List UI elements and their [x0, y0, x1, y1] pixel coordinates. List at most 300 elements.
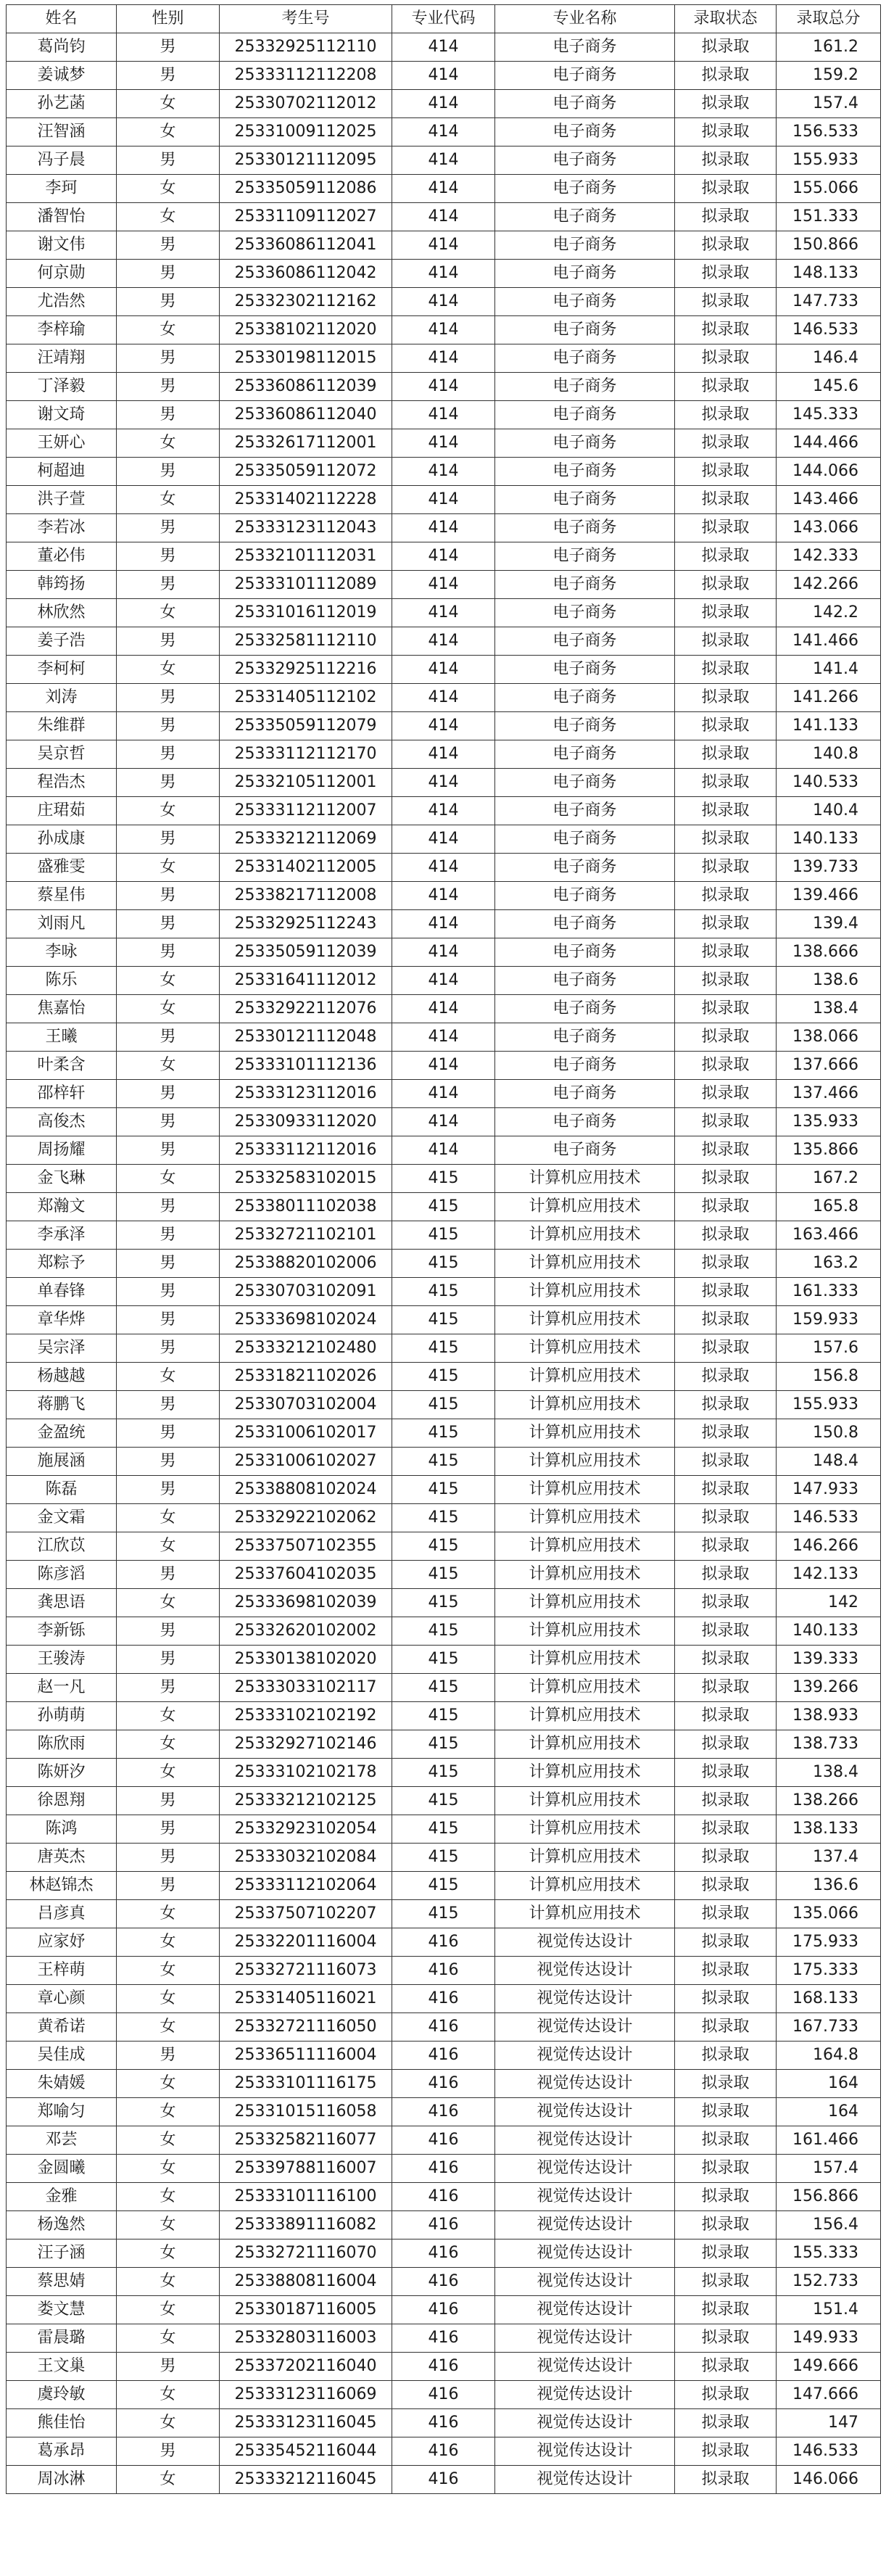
- table-row: [7, 1193, 881, 1221]
- cell-name: 王妍心: [7, 429, 117, 458]
- cell-name: 姜诚梦: [7, 62, 117, 90]
- cell-gender: 男: [117, 882, 220, 910]
- cell-major-code: 414: [392, 967, 495, 995]
- cell-name: 单春锋: [7, 1278, 117, 1306]
- cell-total-score: 140.133: [777, 825, 881, 854]
- table-row: [7, 1419, 881, 1448]
- table-row: [7, 627, 881, 656]
- cell-admission-status: 拟录取: [675, 1674, 777, 1702]
- cell-major-name: 视觉传达设计: [495, 1928, 675, 1957]
- cell-admission-status: 拟录取: [675, 316, 777, 344]
- cell-major-name: 计算机应用技术: [495, 1448, 675, 1476]
- cell-gender: 男: [117, 1080, 220, 1108]
- cell-candidate-number: 25331402112005: [220, 854, 392, 882]
- cell-gender: 女: [117, 854, 220, 882]
- table-row: [7, 1504, 881, 1532]
- cell-admission-status: 拟录取: [675, 1165, 777, 1193]
- cell-candidate-number: 25333123116069: [220, 2381, 392, 2409]
- cell-major-code: 416: [392, 2381, 495, 2409]
- cell-major-name: 计算机应用技术: [495, 1165, 675, 1193]
- cell-gender: 女: [117, 2409, 220, 2437]
- cell-name: 洪子萱: [7, 486, 117, 514]
- cell-major-code: 415: [392, 1900, 495, 1928]
- cell-major-code: 414: [392, 599, 495, 627]
- cell-total-score: 161.2: [777, 33, 881, 62]
- cell-total-score: 150.866: [777, 231, 881, 260]
- cell-candidate-number: 25332582116077: [220, 2126, 392, 2155]
- cell-major-code: 415: [392, 1250, 495, 1278]
- cell-major-name: 视觉传达设计: [495, 1985, 675, 2013]
- cell-major-name: 视觉传达设计: [495, 2296, 675, 2324]
- cell-admission-status: 拟录取: [675, 1872, 777, 1900]
- cell-total-score: 138.4: [777, 1759, 881, 1787]
- cell-major-code: 414: [392, 33, 495, 62]
- cell-major-name: 计算机应用技术: [495, 1674, 675, 1702]
- cell-admission-status: 拟录取: [675, 33, 777, 62]
- cell-major-name: 电子商务: [495, 684, 675, 712]
- cell-candidate-number: 25333102102192: [220, 1702, 392, 1730]
- cell-admission-status: 拟录取: [675, 458, 777, 486]
- cell-major-code: 416: [392, 2183, 495, 2211]
- cell-major-code: 414: [392, 373, 495, 401]
- cell-candidate-number: 25331641112012: [220, 967, 392, 995]
- cell-candidate-number: 25330187116005: [220, 2296, 392, 2324]
- cell-admission-status: 拟录取: [675, 1419, 777, 1448]
- cell-major-name: 视觉传达设计: [495, 2126, 675, 2155]
- cell-major-code: 416: [392, 2013, 495, 2042]
- table-row: [7, 1532, 881, 1561]
- cell-admission-status: 拟录取: [675, 2013, 777, 2042]
- cell-name: 李新铄: [7, 1617, 117, 1646]
- table-row: [7, 1957, 881, 1985]
- cell-admission-status: 拟录取: [675, 1844, 777, 1872]
- cell-admission-status: 拟录取: [675, 2324, 777, 2353]
- table-row: [7, 1080, 881, 1108]
- cell-name: 蒋鹏飞: [7, 1391, 117, 1419]
- cell-candidate-number: 25332922112076: [220, 995, 392, 1023]
- cell-gender: 男: [117, 769, 220, 797]
- table-row: [7, 910, 881, 938]
- cell-candidate-number: 25333698102039: [220, 1589, 392, 1617]
- cell-total-score: 164.8: [777, 2042, 881, 2070]
- cell-major-name: 电子商务: [495, 90, 675, 118]
- table-row: [7, 1278, 881, 1306]
- table-row: [7, 2268, 881, 2296]
- cell-major-code: 416: [392, 1928, 495, 1957]
- cell-gender: 女: [117, 2268, 220, 2296]
- cell-total-score: 167.2: [777, 1165, 881, 1193]
- table-row: [7, 429, 881, 458]
- cell-admission-status: 拟录取: [675, 1957, 777, 1985]
- cell-gender: 女: [117, 1504, 220, 1532]
- cell-total-score: 145.333: [777, 401, 881, 429]
- cell-major-code: 414: [392, 656, 495, 684]
- cell-major-name: 视觉传达设计: [495, 2466, 675, 2494]
- cell-name: 谢文琦: [7, 401, 117, 429]
- cell-total-score: 137.4: [777, 1844, 881, 1872]
- table-row: [7, 1221, 881, 1250]
- cell-major-name: 计算机应用技术: [495, 1221, 675, 1250]
- cell-candidate-number: 25335452116044: [220, 2437, 392, 2466]
- table-row: [7, 1900, 881, 1928]
- cell-candidate-number: 25336086112040: [220, 401, 392, 429]
- cell-total-score: 146.533: [777, 316, 881, 344]
- cell-admission-status: 拟录取: [675, 1759, 777, 1787]
- cell-gender: 女: [117, 995, 220, 1023]
- cell-gender: 男: [117, 571, 220, 599]
- cell-gender: 女: [117, 1730, 220, 1759]
- cell-major-name: 视觉传达设计: [495, 2098, 675, 2126]
- cell-gender: 女: [117, 599, 220, 627]
- table-row: [7, 2126, 881, 2155]
- cell-admission-status: 拟录取: [675, 712, 777, 740]
- cell-name: 郑粽予: [7, 1250, 117, 1278]
- cell-admission-status: 拟录取: [675, 90, 777, 118]
- cell-major-code: 414: [392, 627, 495, 656]
- cell-admission-status: 拟录取: [675, 1391, 777, 1419]
- cell-gender: 男: [117, 1561, 220, 1589]
- cell-total-score: 135.066: [777, 1900, 881, 1928]
- cell-major-name: 计算机应用技术: [495, 1900, 675, 1928]
- cell-major-name: 电子商务: [495, 1136, 675, 1165]
- cell-name: 娄文慧: [7, 2296, 117, 2324]
- cell-total-score: 159.933: [777, 1306, 881, 1334]
- cell-candidate-number: 25333212112069: [220, 825, 392, 854]
- cell-total-score: 168.133: [777, 1985, 881, 2013]
- cell-candidate-number: 25338808116004: [220, 2268, 392, 2296]
- table-row: [7, 542, 881, 571]
- table-row: [7, 146, 881, 175]
- cell-name: 郑瀚文: [7, 1193, 117, 1221]
- cell-name: 朱婧媛: [7, 2070, 117, 2098]
- cell-admission-status: 拟录取: [675, 2042, 777, 2070]
- cell-total-score: 139.4: [777, 910, 881, 938]
- table-row: [7, 2466, 881, 2494]
- cell-admission-status: 拟录取: [675, 118, 777, 146]
- cell-gender: 女: [117, 486, 220, 514]
- cell-candidate-number: 25331109112027: [220, 203, 392, 231]
- cell-major-name: 电子商务: [495, 542, 675, 571]
- table-row: [7, 175, 881, 203]
- cell-candidate-number: 25333112102064: [220, 1872, 392, 1900]
- cell-major-code: 414: [392, 203, 495, 231]
- table-row: [7, 1306, 881, 1334]
- cell-candidate-number: 25330121112048: [220, 1023, 392, 1052]
- cell-major-name: 计算机应用技术: [495, 1532, 675, 1561]
- cell-total-score: 135.866: [777, 1136, 881, 1165]
- cell-major-code: 415: [392, 1815, 495, 1844]
- cell-admission-status: 拟录取: [675, 2211, 777, 2239]
- cell-gender: 男: [117, 401, 220, 429]
- header-total-score: 录取总分: [777, 5, 881, 33]
- cell-admission-status: 拟录取: [675, 1052, 777, 1080]
- cell-major-name: 电子商务: [495, 599, 675, 627]
- cell-admission-status: 拟录取: [675, 910, 777, 938]
- cell-name: 金盈统: [7, 1419, 117, 1448]
- cell-name: 朱维群: [7, 712, 117, 740]
- cell-gender: 男: [117, 1221, 220, 1250]
- cell-gender: 男: [117, 1872, 220, 1900]
- header-row: [7, 5, 881, 33]
- cell-candidate-number: 25337202116040: [220, 2353, 392, 2381]
- cell-candidate-number: 25335059112079: [220, 712, 392, 740]
- cell-total-score: 147.933: [777, 1476, 881, 1504]
- cell-major-code: 414: [392, 571, 495, 599]
- cell-name: 蔡星伟: [7, 882, 117, 910]
- cell-major-code: 414: [392, 260, 495, 288]
- cell-name: 蔡思婧: [7, 2268, 117, 2296]
- cell-total-score: 163.2: [777, 1250, 881, 1278]
- cell-admission-status: 拟录取: [675, 373, 777, 401]
- cell-name: 吴佳成: [7, 2042, 117, 2070]
- cell-total-score: 137.666: [777, 1052, 881, 1080]
- cell-total-score: 142.133: [777, 1561, 881, 1589]
- table-row: [7, 2183, 881, 2211]
- header-major-name: 专业名称: [495, 5, 675, 33]
- cell-total-score: 155.933: [777, 1391, 881, 1419]
- cell-gender: 女: [117, 1702, 220, 1730]
- cell-total-score: 146.066: [777, 2466, 881, 2494]
- cell-name: 金圆曦: [7, 2155, 117, 2183]
- cell-major-name: 电子商务: [495, 146, 675, 175]
- cell-major-name: 视觉传达设计: [495, 2268, 675, 2296]
- cell-major-name: 视觉传达设计: [495, 2381, 675, 2409]
- cell-candidate-number: 25331009112025: [220, 118, 392, 146]
- cell-gender: 女: [117, 1759, 220, 1787]
- cell-major-code: 416: [392, 2070, 495, 2098]
- cell-major-name: 电子商务: [495, 344, 675, 373]
- cell-gender: 男: [117, 627, 220, 656]
- cell-candidate-number: 25336086112039: [220, 373, 392, 401]
- cell-major-name: 计算机应用技术: [495, 1334, 675, 1363]
- cell-admission-status: 拟录取: [675, 1900, 777, 1928]
- cell-major-name: 视觉传达设计: [495, 2211, 675, 2239]
- table-row: [7, 995, 881, 1023]
- cell-total-score: 142: [777, 1589, 881, 1617]
- cell-candidate-number: 25332302112162: [220, 288, 392, 316]
- cell-gender: 男: [117, 1193, 220, 1221]
- cell-total-score: 156.4: [777, 2211, 881, 2239]
- cell-admission-status: 拟录取: [675, 514, 777, 542]
- cell-name: 吴宗泽: [7, 1334, 117, 1363]
- cell-gender: 女: [117, 118, 220, 146]
- cell-name: 盛雅雯: [7, 854, 117, 882]
- cell-major-code: 414: [392, 316, 495, 344]
- cell-total-score: 141.133: [777, 712, 881, 740]
- header-admission-status: 录取状态: [675, 5, 777, 33]
- cell-total-score: 161.333: [777, 1278, 881, 1306]
- table-row: [7, 684, 881, 712]
- cell-name: 章华烨: [7, 1306, 117, 1334]
- cell-major-name: 电子商务: [495, 854, 675, 882]
- cell-major-code: 416: [392, 2098, 495, 2126]
- cell-major-code: 416: [392, 2211, 495, 2239]
- cell-total-score: 138.4: [777, 995, 881, 1023]
- cell-gender: 男: [117, 2042, 220, 2070]
- cell-admission-status: 拟录取: [675, 2126, 777, 2155]
- table-body: [7, 33, 881, 2494]
- cell-candidate-number: 25332925112243: [220, 910, 392, 938]
- cell-major-code: 415: [392, 1646, 495, 1674]
- cell-name: 刘雨凡: [7, 910, 117, 938]
- cell-major-code: 416: [392, 1985, 495, 2013]
- cell-admission-status: 拟录取: [675, 599, 777, 627]
- cell-admission-status: 拟录取: [675, 1023, 777, 1052]
- cell-admission-status: 拟录取: [675, 542, 777, 571]
- cell-major-name: 计算机应用技术: [495, 1504, 675, 1532]
- cell-name: 丁泽毅: [7, 373, 117, 401]
- cell-major-code: 416: [392, 2239, 495, 2268]
- cell-candidate-number: 25337604102035: [220, 1561, 392, 1589]
- cell-total-score: 138.133: [777, 1815, 881, 1844]
- cell-gender: 男: [117, 514, 220, 542]
- cell-name: 高俊杰: [7, 1108, 117, 1136]
- cell-major-name: 视觉传达设计: [495, 2409, 675, 2437]
- cell-name: 葛尚钧: [7, 33, 117, 62]
- cell-major-code: 415: [392, 1419, 495, 1448]
- cell-candidate-number: 25335059112072: [220, 458, 392, 486]
- table-row: [7, 854, 881, 882]
- cell-candidate-number: 25332581112110: [220, 627, 392, 656]
- cell-admission-status: 拟录取: [675, 967, 777, 995]
- cell-candidate-number: 25338808102024: [220, 1476, 392, 1504]
- cell-gender: 男: [117, 2437, 220, 2466]
- cell-candidate-number: 25338820102006: [220, 1250, 392, 1278]
- cell-total-score: 139.266: [777, 1674, 881, 1702]
- cell-gender: 女: [117, 203, 220, 231]
- cell-major-code: 414: [392, 231, 495, 260]
- cell-total-score: 140.533: [777, 769, 881, 797]
- cell-admission-status: 拟录取: [675, 740, 777, 769]
- cell-name: 李梓瑜: [7, 316, 117, 344]
- cell-candidate-number: 25337507102207: [220, 1900, 392, 1928]
- cell-major-code: 414: [392, 542, 495, 571]
- cell-name: 王文巢: [7, 2353, 117, 2381]
- cell-major-code: 414: [392, 175, 495, 203]
- cell-admission-status: 拟录取: [675, 1617, 777, 1646]
- cell-total-score: 135.933: [777, 1108, 881, 1136]
- table-row: [7, 1561, 881, 1589]
- cell-major-name: 电子商务: [495, 938, 675, 967]
- cell-admission-status: 拟录取: [675, 1448, 777, 1476]
- cell-major-code: 415: [392, 1476, 495, 1504]
- cell-total-score: 140.4: [777, 797, 881, 825]
- cell-major-name: 电子商务: [495, 231, 675, 260]
- cell-major-code: 414: [392, 486, 495, 514]
- cell-admission-status: 拟录取: [675, 2381, 777, 2409]
- cell-major-name: 电子商务: [495, 514, 675, 542]
- cell-candidate-number: 25332925112216: [220, 656, 392, 684]
- cell-total-score: 157.4: [777, 90, 881, 118]
- cell-gender: 男: [117, 712, 220, 740]
- table-row: [7, 938, 881, 967]
- cell-gender: 男: [117, 684, 220, 712]
- cell-admission-status: 拟录取: [675, 627, 777, 656]
- cell-gender: 女: [117, 2466, 220, 2494]
- cell-total-score: 155.333: [777, 2239, 881, 2268]
- table-row: [7, 2381, 881, 2409]
- cell-major-name: 计算机应用技术: [495, 1844, 675, 1872]
- table-row: [7, 2296, 881, 2324]
- cell-name: 焦嘉怡: [7, 995, 117, 1023]
- cell-major-code: 415: [392, 1759, 495, 1787]
- cell-total-score: 148.4: [777, 1448, 881, 1476]
- cell-major-code: 416: [392, 2466, 495, 2494]
- cell-name: 何京勋: [7, 260, 117, 288]
- cell-admission-status: 拟录取: [675, 938, 777, 967]
- cell-gender: 女: [117, 1165, 220, 1193]
- cell-major-code: 416: [392, 2409, 495, 2437]
- cell-name: 陈磊: [7, 1476, 117, 1504]
- cell-candidate-number: 25338011102038: [220, 1193, 392, 1221]
- cell-major-name: 视觉传达设计: [495, 2183, 675, 2211]
- cell-total-score: 163.466: [777, 1221, 881, 1250]
- cell-gender: 女: [117, 2126, 220, 2155]
- cell-admission-status: 拟录取: [675, 1985, 777, 2013]
- cell-major-code: 414: [392, 429, 495, 458]
- cell-major-name: 电子商务: [495, 769, 675, 797]
- cell-major-code: 414: [392, 458, 495, 486]
- cell-name: 徐恩翔: [7, 1787, 117, 1815]
- table-row: [7, 401, 881, 429]
- table-row: [7, 1023, 881, 1052]
- cell-major-name: 电子商务: [495, 260, 675, 288]
- cell-major-code: 416: [392, 1957, 495, 1985]
- table-row: [7, 1844, 881, 1872]
- cell-major-name: 电子商务: [495, 33, 675, 62]
- cell-name: 庄珺茹: [7, 797, 117, 825]
- cell-major-code: 414: [392, 882, 495, 910]
- table-row: [7, 2211, 881, 2239]
- cell-major-code: 414: [392, 938, 495, 967]
- cell-gender: 女: [117, 2239, 220, 2268]
- header-candidate-number: 考生号: [220, 5, 392, 33]
- cell-name: 柯超迪: [7, 458, 117, 486]
- cell-candidate-number: 25336086112042: [220, 260, 392, 288]
- cell-gender: 女: [117, 2013, 220, 2042]
- cell-admission-status: 拟录取: [675, 854, 777, 882]
- cell-admission-status: 拟录取: [675, 571, 777, 599]
- cell-total-score: 155.933: [777, 146, 881, 175]
- table-row: [7, 1787, 881, 1815]
- cell-gender: 女: [117, 90, 220, 118]
- cell-name: 汪靖翔: [7, 344, 117, 373]
- cell-gender: 男: [117, 1787, 220, 1815]
- cell-candidate-number: 25333212102480: [220, 1334, 392, 1363]
- table-row: [7, 2353, 881, 2381]
- cell-admission-status: 拟录取: [675, 2466, 777, 2494]
- cell-admission-status: 拟录取: [675, 260, 777, 288]
- cell-gender: 男: [117, 1844, 220, 1872]
- cell-major-name: 电子商务: [495, 797, 675, 825]
- cell-major-name: 视觉传达设计: [495, 2437, 675, 2466]
- cell-gender: 男: [117, 260, 220, 288]
- cell-admission-status: 拟录取: [675, 1646, 777, 1674]
- cell-gender: 男: [117, 825, 220, 854]
- cell-admission-status: 拟录取: [675, 1504, 777, 1532]
- cell-name: 陈欣雨: [7, 1730, 117, 1759]
- cell-total-score: 139.733: [777, 854, 881, 882]
- cell-admission-status: 拟录取: [675, 1136, 777, 1165]
- cell-total-score: 144.066: [777, 458, 881, 486]
- table-row: [7, 373, 881, 401]
- cell-candidate-number: 25330703102091: [220, 1278, 392, 1306]
- cell-major-code: 414: [392, 797, 495, 825]
- cell-name: 邓芸: [7, 2126, 117, 2155]
- cell-name: 郑喻匀: [7, 2098, 117, 2126]
- cell-total-score: 151.4: [777, 2296, 881, 2324]
- table-row: [7, 1646, 881, 1674]
